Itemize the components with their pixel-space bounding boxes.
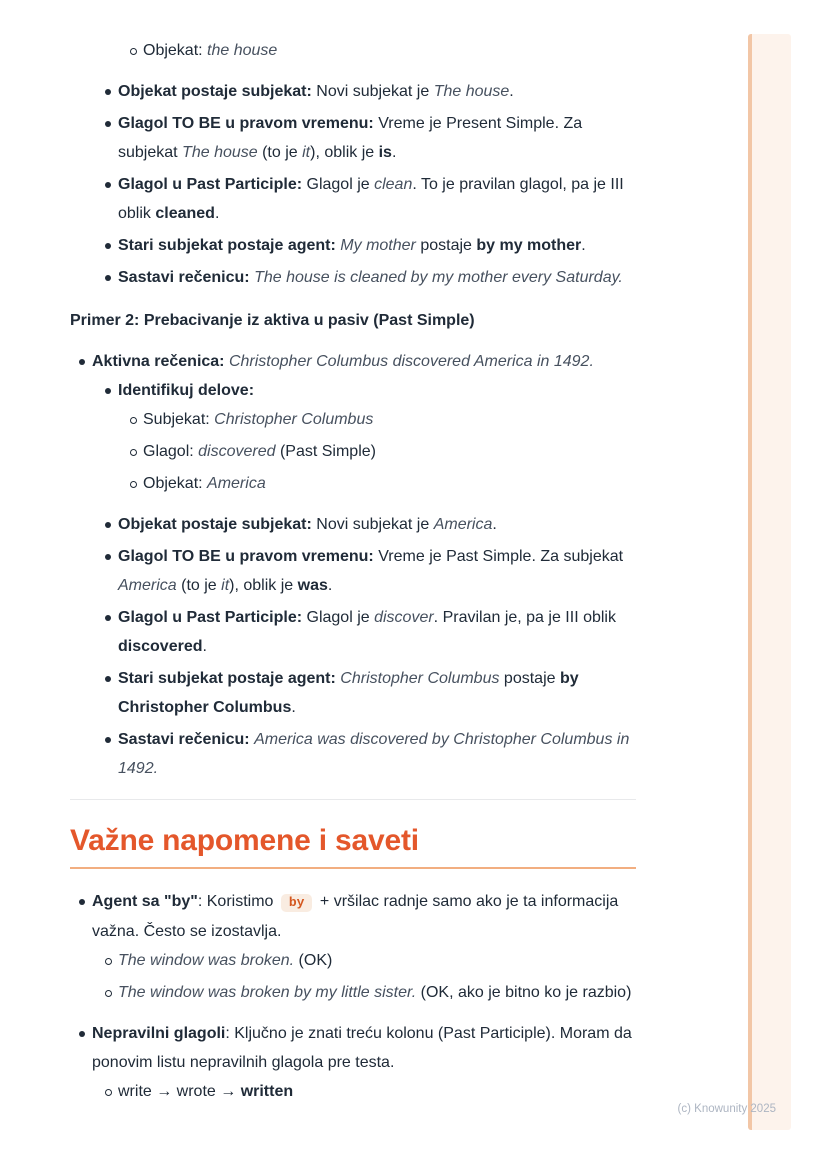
list-item-text: [118, 978, 636, 1007]
text-segment: discover: [374, 609, 434, 626]
list-item: [70, 170, 636, 228]
text-segment: Glagol TO BE u pravom vremenu:: [118, 548, 374, 565]
bullet-circle-icon: [105, 958, 112, 965]
text-segment: .: [509, 83, 514, 100]
bullet-marker: [105, 170, 118, 188]
list-item: [70, 376, 636, 405]
bullet-marker: [130, 36, 143, 55]
text-segment: Objekat postaje subjekat:: [118, 83, 312, 100]
text-segment: Novi subjekat je: [311, 83, 434, 100]
text-segment: by my mother: [476, 237, 582, 254]
bullet-disc-icon: [105, 522, 111, 528]
footer-copyright: (c) Knowunity 2025: [677, 1103, 776, 1115]
list-item: [70, 36, 636, 65]
list-item-text: [143, 36, 636, 65]
inline-code-badge: by: [281, 894, 313, 912]
list-item: [70, 263, 636, 292]
text-segment: . Pravilan je, pa je III oblik: [433, 609, 616, 626]
list-item: [70, 1019, 636, 1077]
text-segment: cleaned: [155, 205, 215, 222]
text-segment: Glagol u Past Participle:: [118, 609, 303, 626]
bullet-marker: [105, 542, 118, 560]
primer2-heading: [70, 306, 636, 335]
text-segment: Primer 2: Prebacivanje iz aktiva u pasiv (Past Simple): [70, 312, 475, 329]
text-segment: (OK): [294, 952, 333, 969]
side-accent-bar: [748, 34, 791, 1130]
bullet-disc-icon: [105, 182, 111, 188]
list-item-text: [118, 77, 636, 106]
text-segment: Vreme je Present Simple. Za subjekat: [118, 115, 583, 161]
bullet-circle-icon: [130, 417, 137, 424]
text-segment: Glagol je: [302, 609, 375, 626]
list-item-text: [143, 469, 636, 498]
text-segment: Glagol u Past Participle:: [118, 176, 303, 193]
document-content: [70, 36, 636, 1106]
text-segment: postaje: [499, 670, 560, 687]
text-segment: America: [207, 475, 266, 492]
text-segment: Identifikuj delove:: [118, 382, 255, 399]
list-item: [70, 978, 636, 1007]
list-item: [70, 510, 636, 539]
bullet-disc-icon: [79, 359, 85, 365]
bullet-marker: [105, 510, 118, 528]
list-item-text: [118, 542, 636, 600]
bullet-marker: [105, 376, 118, 394]
text-segment: Christopher Columbus: [214, 411, 374, 428]
text-segment: discovered: [118, 638, 203, 655]
text-segment: My mother: [340, 237, 416, 254]
list-item: [70, 1077, 636, 1106]
text-segment: Objekat:: [143, 42, 208, 59]
text-segment: Stari subjekat postaje agent:: [118, 237, 336, 254]
text-segment: .: [214, 205, 220, 222]
bullet-disc-icon: [105, 676, 111, 682]
text-segment: Aktivna rečenica:: [92, 353, 225, 370]
list-item: [70, 603, 636, 661]
text-segment: (to je: [176, 577, 222, 594]
text-segment: Subjekat:: [143, 411, 215, 428]
text-segment: ), oblik je: [310, 144, 379, 161]
list-item-text: [92, 347, 636, 376]
text-segment: it: [302, 144, 311, 161]
bullet-disc-icon: [105, 275, 111, 281]
text-segment: America was discovered by Christopher Columbus in 1492.: [118, 731, 630, 777]
text-segment: Agent sa "by": [92, 893, 198, 910]
bullet-disc-icon: [105, 121, 111, 127]
text-segment: .: [327, 577, 333, 594]
text-segment: by Christopher Columbus: [118, 670, 579, 716]
bullet-circle-icon: [130, 481, 137, 488]
bullet-marker: [105, 725, 118, 743]
text-segment: Christopher Columbus: [340, 670, 500, 687]
text-segment: (OK, ako je bitno ko je razbio): [416, 984, 632, 1001]
bullet-marker: [105, 77, 118, 95]
section-title-napomene: Važne napomene i saveti: [70, 824, 636, 869]
list-item-text: [118, 603, 636, 661]
list-item: [70, 542, 636, 600]
text-segment: postaje: [415, 237, 477, 254]
list-primer2-steps: [70, 347, 636, 783]
text-segment: .: [202, 638, 207, 655]
text-segment: (Past Simple): [275, 443, 376, 460]
text-segment: The house: [433, 83, 510, 100]
text-segment: .: [391, 144, 397, 161]
text-segment: + vršilac radnje samo ako je ta informacija važna. Često se izostavlja.: [92, 893, 619, 940]
text-segment: ), oblik je: [229, 577, 298, 594]
bullet-disc-icon: [79, 1031, 85, 1037]
text-segment: Nepravilni glagoli: [92, 1025, 226, 1042]
list-item-text: [118, 109, 636, 167]
bullet-circle-icon: [105, 990, 112, 997]
bullet-circle-icon: [130, 449, 137, 456]
text-segment: Vreme je Past Simple. Za subjekat: [373, 548, 624, 565]
bullet-disc-icon: [105, 554, 111, 560]
bullet-marker: [105, 109, 118, 127]
list-item-text: [118, 664, 636, 722]
text-segment: . To je pravilan glagol, pa je III oblik: [118, 176, 624, 222]
bullet-marker: [105, 263, 118, 281]
text-segment: The window was broken by my little sister.: [118, 984, 417, 1001]
list-item-text: [92, 1019, 636, 1077]
bullet-disc-icon: [79, 899, 85, 905]
text-segment: write → wrote →: [118, 1083, 241, 1100]
text-segment: Objekat:: [143, 475, 208, 492]
list-item: [70, 437, 636, 466]
text-segment: is: [378, 144, 392, 161]
list-item: [70, 231, 636, 260]
bullet-circle-icon: [130, 48, 137, 55]
list-item: [70, 725, 636, 783]
list-item-text: [118, 231, 636, 260]
text-segment: : Ključno je znati treću kolonu (Past Participle). Moram da ponovim listu nepravilnih glagola pre testa.: [92, 1025, 632, 1071]
list-item-text: [118, 510, 636, 539]
list-item-text: [118, 263, 636, 292]
list-item: [70, 664, 636, 722]
text-segment: America: [433, 516, 493, 533]
bullet-marker: [105, 946, 118, 965]
text-segment: written: [240, 1083, 294, 1100]
bullet-disc-icon: [105, 615, 111, 621]
bullet-disc-icon: [105, 388, 111, 394]
text-segment: .: [581, 237, 586, 254]
list-item: [70, 887, 636, 946]
bullet-circle-icon: [105, 1089, 112, 1096]
text-segment: discovered: [198, 443, 276, 460]
text-segment: the house: [207, 42, 278, 59]
text-segment: America: [118, 577, 177, 594]
text-segment: The house: [182, 144, 258, 161]
bullet-disc-icon: [105, 243, 111, 249]
bullet-marker: [105, 231, 118, 249]
list-item: [70, 405, 636, 434]
list-item-text: [118, 946, 636, 975]
list-item: [70, 469, 636, 498]
bullet-marker: [105, 664, 118, 682]
bullet-marker: [105, 1077, 118, 1096]
list-primer1-steps: [70, 36, 636, 292]
text-segment: Stari subjekat postaje agent:: [118, 670, 336, 687]
list-item-text: [118, 376, 636, 405]
bullet-marker: [79, 887, 92, 905]
text-segment: Glagol:: [143, 443, 199, 460]
bullet-marker: [79, 347, 92, 365]
list-item: [70, 77, 636, 106]
text-segment: Glagol TO BE u pravom vremenu:: [118, 115, 374, 132]
bullet-marker: [130, 437, 143, 456]
text-segment: Christopher Columbus discovered America in 1492.: [228, 353, 594, 370]
divider: [70, 799, 636, 800]
text-segment: : Koristimo: [197, 893, 278, 910]
text-segment: Sastavi rečenicu:: [118, 731, 250, 748]
text-segment: Novi subjekat je: [311, 516, 434, 533]
bullet-marker: [79, 1019, 92, 1037]
list-item: [70, 347, 636, 376]
list-item-text: [92, 887, 636, 946]
text-segment: Objekat postaje subjekat:: [118, 516, 312, 533]
text-segment: Glagol je: [302, 176, 375, 193]
bullet-disc-icon: [105, 89, 111, 95]
bullet-marker: [105, 978, 118, 997]
list-item-text: [118, 170, 636, 228]
text-segment: .: [291, 699, 296, 716]
list-item: [70, 946, 636, 975]
list-item-text: [118, 725, 636, 783]
bullet-marker: [130, 469, 143, 488]
text-segment: it: [221, 577, 230, 594]
text-segment: The window was broken.: [118, 952, 295, 969]
bullet-marker: [105, 603, 118, 621]
list-item-text: [118, 1077, 636, 1106]
list-item: [70, 109, 636, 167]
bullet-disc-icon: [105, 737, 111, 743]
list-item-text: [143, 405, 636, 434]
text-segment: clean: [374, 176, 413, 193]
text-segment: was: [297, 577, 328, 594]
text-segment: (to je: [257, 144, 303, 161]
text-segment: The house is cleaned by my mother every Saturday.: [254, 269, 623, 286]
list-item-text: [143, 437, 636, 466]
text-segment: .: [492, 516, 497, 533]
text-segment: Sastavi rečenicu:: [118, 269, 250, 286]
list-napomene: [70, 887, 636, 1106]
bullet-marker: [130, 405, 143, 424]
